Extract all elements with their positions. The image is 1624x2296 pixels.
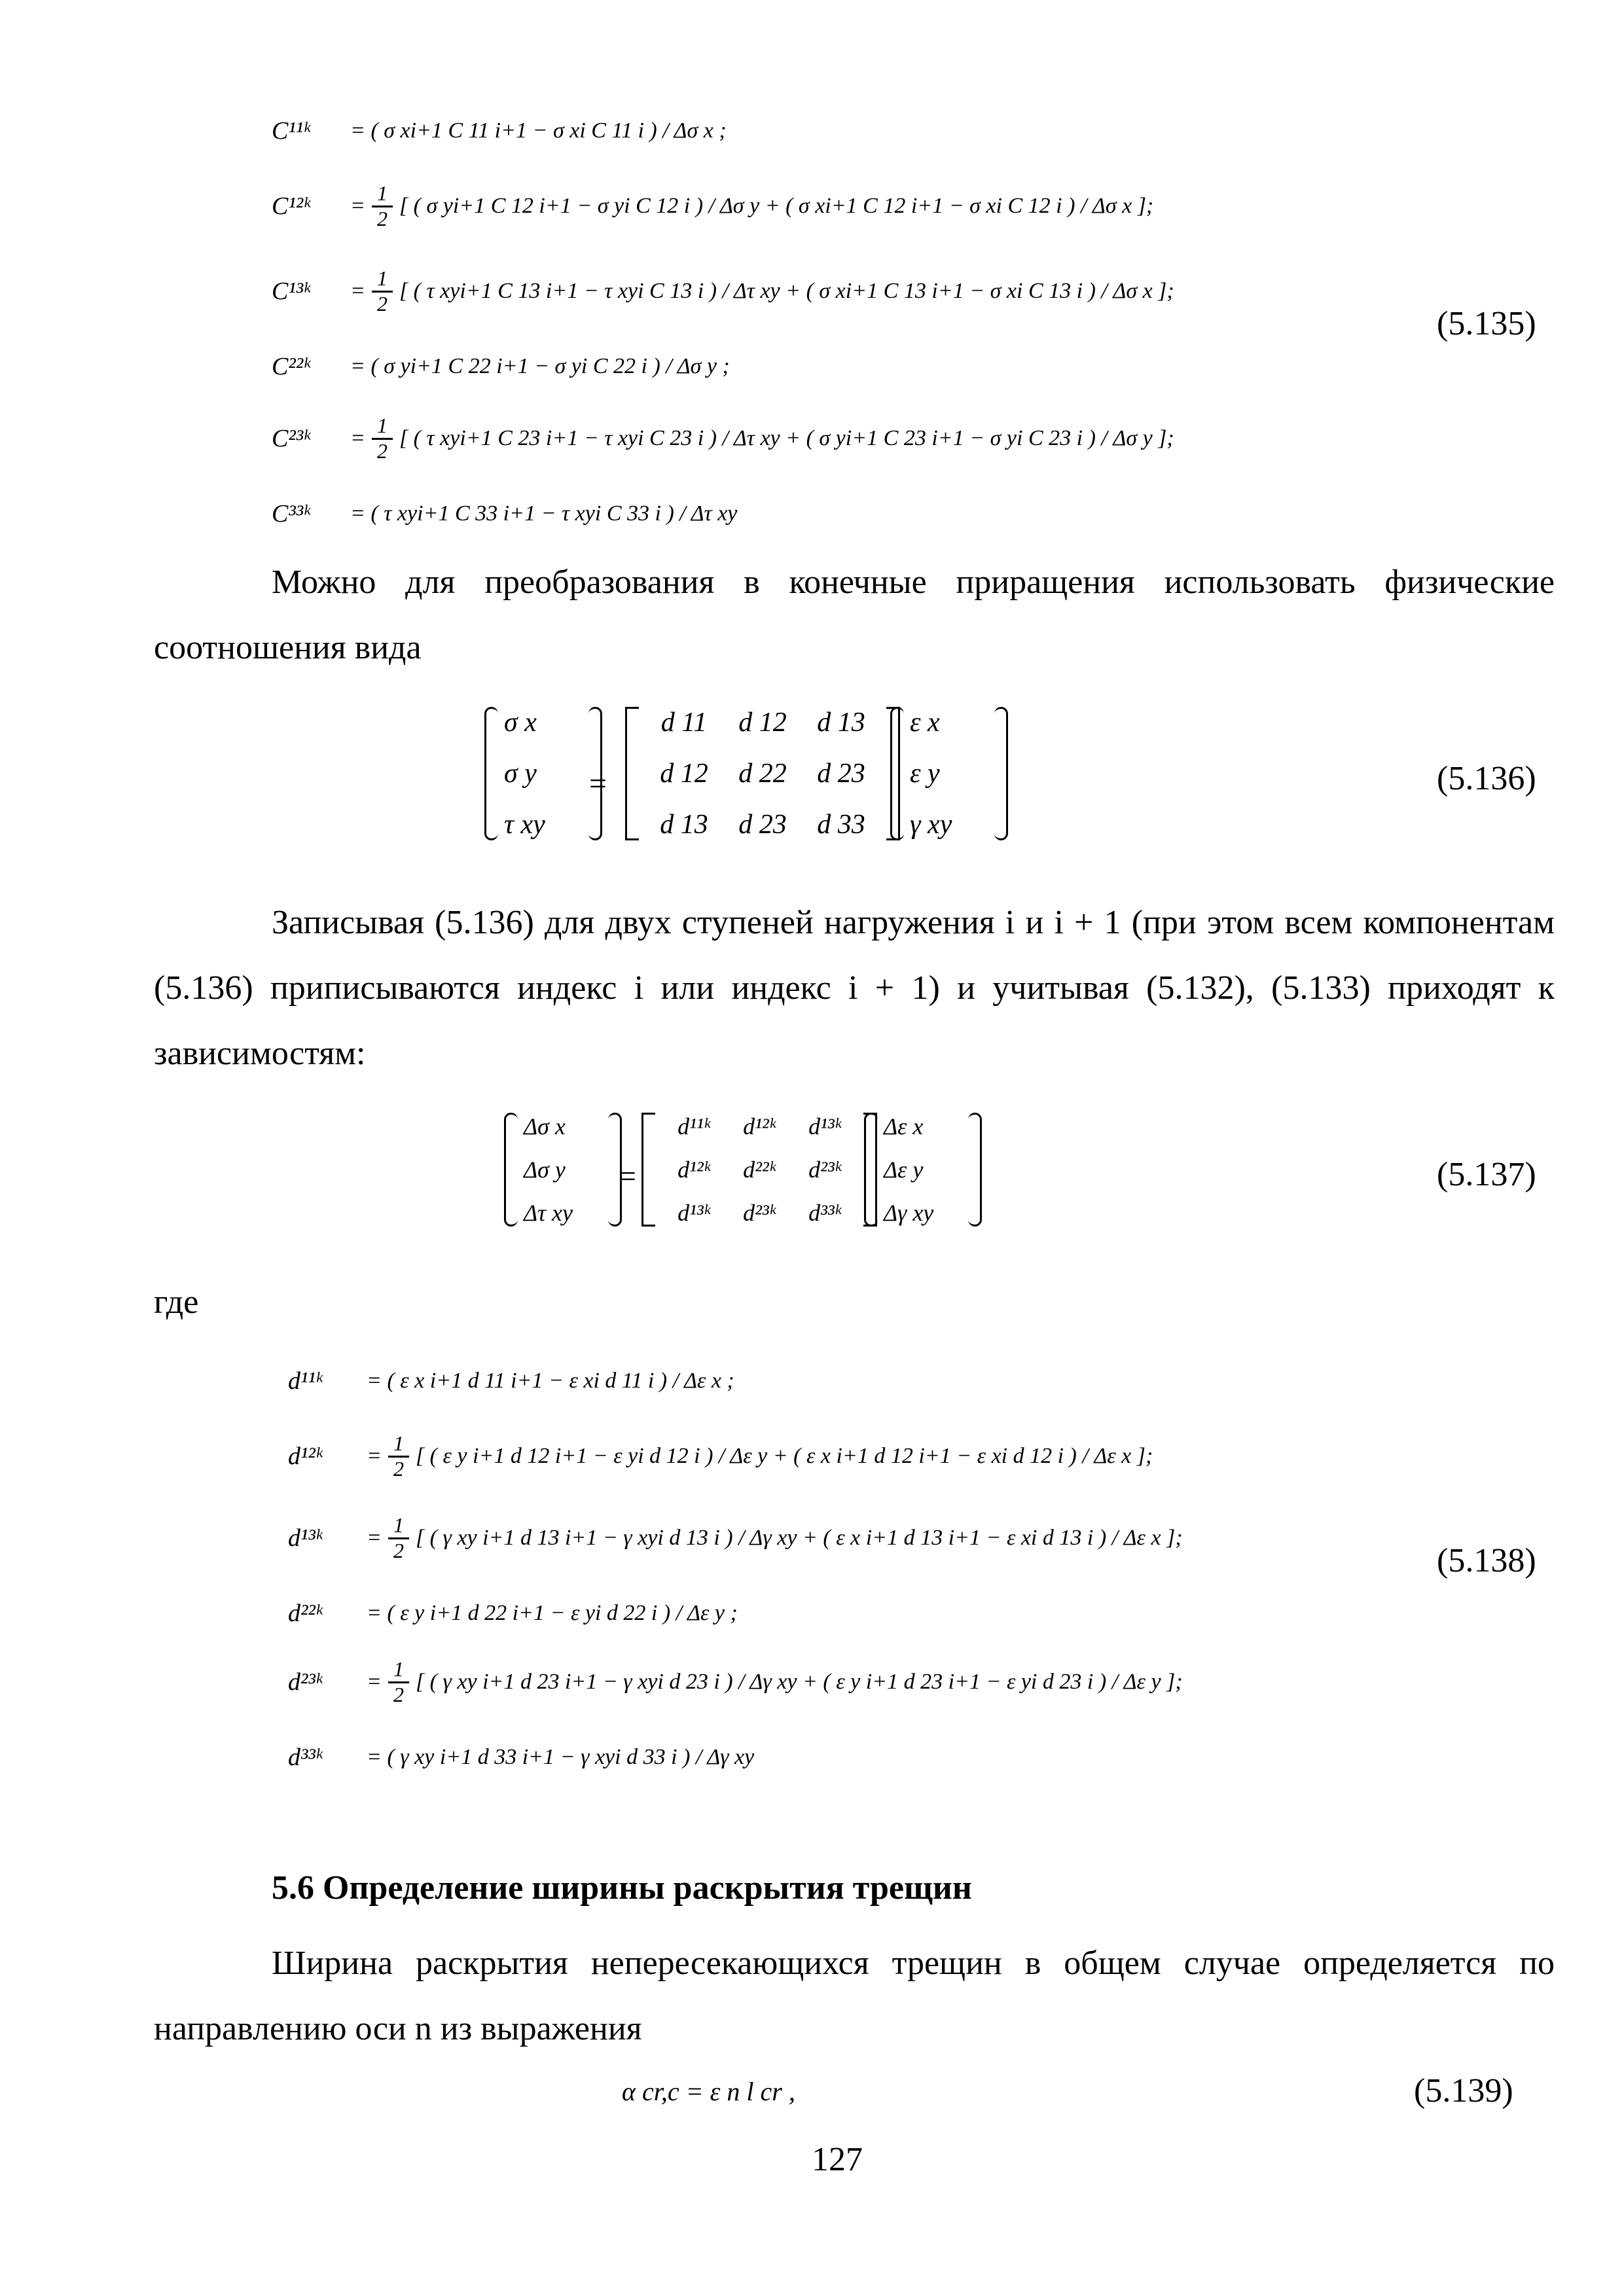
eq-5138-line-6	[288, 1725, 1532, 1790]
eq-lhs: C²³ᵏ	[272, 425, 310, 452]
eq-lhs: d¹³ᵏ	[288, 1524, 323, 1552]
eq-lhs: d¹²ᵏ	[288, 1443, 323, 1470]
eq-5135-line-4	[272, 334, 1515, 399]
eq-lhs: d²³ᵏ	[288, 1668, 323, 1696]
eq-lhs: C³³ᵏ	[272, 500, 310, 528]
eq-5137-matrix: d¹¹ᵏ d¹²ᵏ d¹³ᵏ d¹²ᵏ d²²ᵏ d²³ᵏ d¹³ᵏ d²³ᵏ d³³ᵏ	[661, 1113, 857, 1227]
paragraph	[154, 890, 1555, 1086]
eq-lhs: d²²ᵏ	[288, 1600, 323, 1627]
eq-rhs: = ( ε y i+1 d 22 i+1 − ε yi d 22 i ) / Δε y ;	[367, 1601, 738, 1625]
paragraph-text: Записывая (5.136) для двух ступеней нагружения i и i + 1 (при этом всем компонентам (5.136) приписываются индекс i или индекс i + 1) и учитывая (5.132), (5.133) приходят к зависимостям:	[154, 904, 1555, 1072]
fraction: $\frac{1}{2}$	[372, 414, 393, 462]
eq-5138-line-1	[288, 1348, 1532, 1414]
fraction: $\frac{1}{2}$	[372, 267, 393, 315]
paragraph-text: Ширина раскрытия непересекающихся трещин в общем случае определяется по направлению оси n из выражения	[154, 1945, 1555, 2047]
eq-rhs: [ ( γ xy i+1 d 23 i+1 − γ xyi d 23 i ) / Δγ xy + ( ε y i+1 d 23 i+1 − ε yi d 23 i ) / Δε y ];	[415, 1670, 1183, 1694]
eq-5136-left-vector: σ x σ y τ xy	[504, 707, 583, 840]
eq-lhs: C¹¹ᵏ	[272, 117, 310, 145]
equals-sign: =	[619, 1159, 637, 1194]
paragraph	[154, 550, 1555, 681]
eq-rhs: [ ( ε y i+1 d 12 i+1 − ε yi d 12 i ) / Δε y + ( ε x i+1 d 12 i+1 − ε xi d 12 i ) / Δε x ];	[415, 1444, 1153, 1468]
equation-number: (5.135)	[1437, 305, 1536, 342]
eq-5135-line-1	[272, 98, 1515, 164]
eq-rhs: [ ( σ yi+1 C 12 i+1 − σ yi C 12 i ) / Δσ y + ( σ xi+1 C 12 i+1 − σ xi C 12 i ) / Δσ x ];	[399, 194, 1154, 218]
page-number: 127	[812, 2141, 863, 2178]
equation-number: (5.139)	[1414, 2072, 1513, 2109]
paragraph-text: Можно для преобразования в конечные приращения использовать физические соотношения вида	[154, 564, 1555, 666]
paragraph	[154, 1931, 1555, 2062]
eq-5138-line-2: d¹²ᵏ = $\frac{1}{2}$ [ ( ε y i+1 d 12 i+1 − ε yi d 12 i ) / Δε y + ( ε x i+1 d 12 i+1 − ε xi d 12 i ) / Δε x ];	[288, 1431, 1153, 1480]
equals-sign: =	[589, 766, 607, 801]
eq-5139: α cr,c = ε n l cr ,	[622, 2076, 795, 2106]
eq-lhs: d³³ᵏ	[288, 1744, 323, 1771]
section-heading: 5.6 Определение ширины раскрытия трещин	[272, 1869, 972, 1907]
fraction: $\frac{1}{2}$	[372, 182, 393, 230]
eq-5137-left-vector: Δσ x Δσ y Δτ xy	[524, 1113, 602, 1227]
where-label: где	[154, 1283, 199, 1321]
eq-rhs: = ( γ xy i+1 d 33 i+1 − γ xyi d 33 i ) / Δγ xy	[367, 1745, 755, 1769]
eq-rhs: [ ( τ xyi+1 C 23 i+1 − τ xyi C 23 i ) / Δτ xy + ( σ yi+1 C 23 i+1 − σ yi C 23 i ) / Δσ y ];	[399, 426, 1174, 450]
eq-rhs: = ( σ yi+1 C 22 i+1 − σ yi C 22 i ) / Δσ y ;	[350, 354, 730, 378]
fraction: $\frac{1}{2}$	[388, 1514, 409, 1562]
eq-5138-line-5: d²³ᵏ = $\frac{1}{2}$ [ ( γ xy i+1 d 23 i+1 − γ xyi d 23 i ) / Δγ xy + ( ε y i+1 d 23 i+1 − ε yi d 23 i ) / Δε y ];	[288, 1657, 1183, 1706]
eq-5135-line-3: C¹³ᵏ = $\frac{1}{2}$ [ ( τ xyi+1 C 13 i+1 − τ xyi C 13 i ) / Δτ xy + ( σ xi+1 C 13 i+1 − σ xi C 13 i ) / Δσ x ];	[272, 266, 1174, 315]
eq-rhs: [ ( γ xy i+1 d 13 i+1 − γ xyi d 13 i ) / Δγ xy + ( ε x i+1 d 13 i+1 − ε xi d 13 i ) / Δε x ];	[415, 1526, 1183, 1550]
eq-rhs: = ( τ xyi+1 C 33 i+1 − τ xyi C 33 i ) / Δτ xy	[350, 501, 738, 526]
fraction: $\frac{1}{2}$	[388, 1658, 409, 1706]
equation-number: (5.136)	[1437, 760, 1536, 797]
eq-5135-line-5: C²³ᵏ = $\frac{1}{2}$ [ ( τ xyi+1 C 23 i+1 − τ xyi C 23 i ) / Δτ xy + ( σ yi+1 C 23 i+1 − σ yi C 23 i ) / Δσ y ];	[272, 414, 1174, 463]
equation-number: (5.137)	[1437, 1156, 1536, 1193]
eq-lhs: C¹²ᵏ	[272, 192, 310, 220]
eq-5135-line-2: C¹²ᵏ = $\frac{1}{2}$ [ ( σ yi+1 C 12 i+1 − σ yi C 12 i ) / Δσ y + ( σ xi+1 C 12 i+1 − σ xi C 12 i ) / Δσ x ];	[272, 181, 1154, 230]
equation-number: (5.138)	[1437, 1542, 1536, 1579]
eq-5138-line-4	[288, 1581, 1532, 1646]
fraction: $\frac{1}{2}$	[388, 1432, 409, 1480]
eq-rhs: = ( σ xi+1 C 11 i+1 − σ xi C 11 i ) / Δσ x ;	[350, 118, 727, 143]
eq-5135-line-6	[272, 481, 1515, 547]
eq-5136-matrix: d 11 d 12 d 13 d 12 d 22 d 23 d 13 d 23 d 33	[645, 707, 880, 840]
eq-rhs: [ ( τ xyi+1 C 13 i+1 − τ xyi C 13 i ) / Δτ xy + ( σ xi+1 C 13 i+1 − σ xi C 13 i ) / Δσ x ];	[399, 279, 1174, 303]
eq-5136-right-vector: ε x ε y γ xy	[910, 707, 988, 840]
eq-lhs: C²²ᵏ	[272, 353, 310, 380]
eq-rhs: = ( ε x i+1 d 11 i+1 − ε xi d 11 i ) / Δε x ;	[367, 1369, 734, 1393]
eq-lhs: C¹³ᵏ	[272, 278, 310, 305]
eq-lhs: d¹¹ᵏ	[288, 1367, 323, 1395]
eq-5138-line-3: d¹³ᵏ = $\frac{1}{2}$ [ ( γ xy i+1 d 13 i+1 − γ xyi d 13 i ) / Δγ xy + ( ε x i+1 d 13 i+1 − ε xi d 13 i ) / Δε x ];	[288, 1513, 1183, 1562]
eq-5137-right-vector: Δε x Δε y Δγ xy	[884, 1113, 962, 1227]
